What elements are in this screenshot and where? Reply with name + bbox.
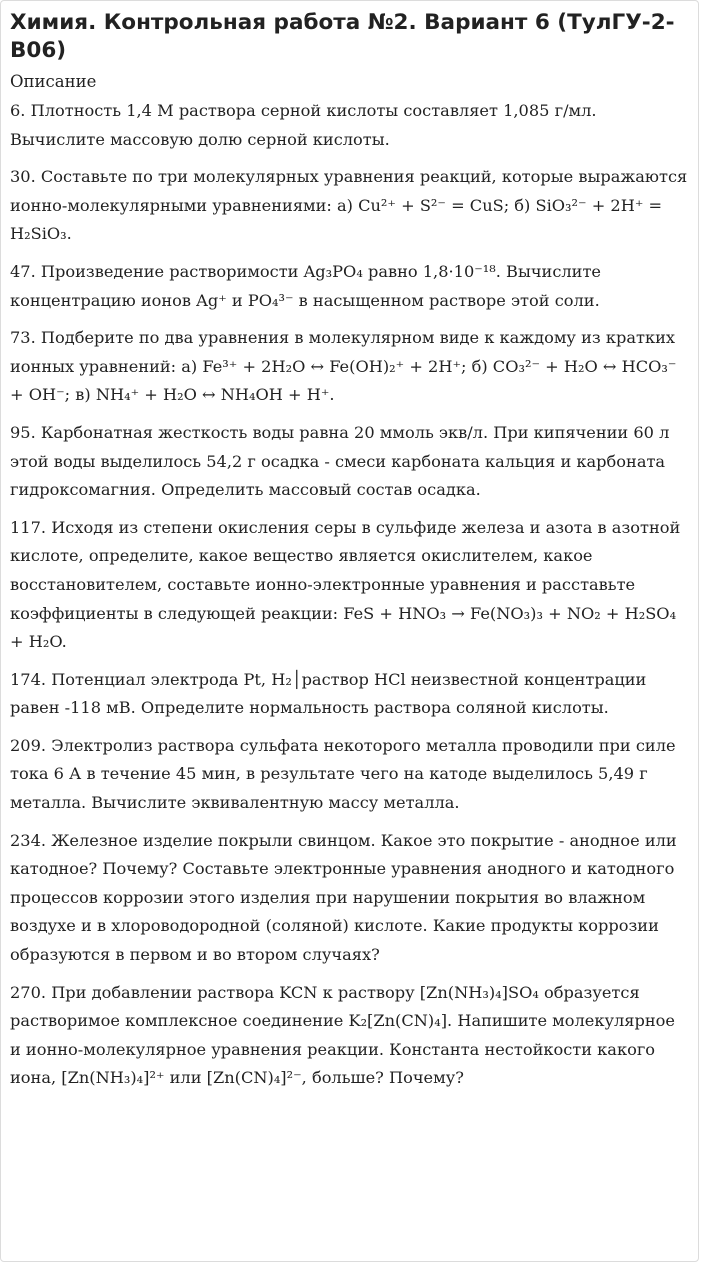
task-list (10, 97, 688, 1093)
task-item-73: 73. Подберите по два уравнения в молекулярном виде к каждому из кратких ионных уравнений: а) Fe³⁺ + 2H₂O ↔ Fe(OH)₂⁺ + 2H⁺; б) CO₃²⁻ + H₂O ↔ HCO₃⁻ + OH⁻; в) NH₄⁺ + H₂O ↔ NH₄OH + H⁺. (10, 328, 677, 405)
task-item-6: 6. Плотность 1,4 М раствора серной кислоты составляет 1,085 г/мл. Вычислите массовую долю серной кислоты. (10, 101, 597, 149)
task-item-270: 270. При добавлении раствора KCN к раствору [Zn(NH₃)₄]SO₄ образуется растворимое комплексное соединение K₂[Zn(CN)₄]. Напишите молекулярное и ионно-молекулярное уравнения реакции. Константа нестойкости какого иона, [Zn(NH₃)₄]²⁺ или [Zn(CN)₄]²⁻, больше? Почему? (10, 982, 675, 1088)
task-item-174: 174. Потенциал электрода Pt, H₂│раствор HCl неизвестной концентрации равен -118 мВ. Определите нормальность раствора соляной кислоты. (10, 669, 647, 718)
task-item-209: 209. Электролиз раствора сульфата некоторого металла проводили при силе тока 6 А в течение 45 мин, в результате чего на катоде выделилось 5,49 г металла. Вычислите эквивалентную массу металла. (10, 735, 676, 813)
task-item-47: 47. Произведение растворимости Ag₃PO₄ равно 1,8·10⁻¹⁸. Вычислите концентрацию ионов Ag⁺ и PO₄³⁻ в насыщенном растворе этой соли. (10, 261, 602, 310)
page-title: Химия. Контрольная работа №2. Вариант 6 (ТулГУ-2-В06) (10, 10, 675, 63)
task-item-234: 234. Железное изделие покрыли свинцом. Какое это покрытие - анодное или катодное? Почему? Составьте электронные уравнения анодного и катодного процессов коррозии этого изделия при нарушении покрытия во влажном воздухе и в хлороводородной (соляной) кислоте. Какие продукты коррозии образуются в первом и во втором случаях? (10, 830, 677, 965)
task-item-30: 30. Составьте по три молекулярных уравнения реакций, которые выражаются ионно-молекулярными уравнениями: а) Cu²⁺ + S²⁻ = CuS; б) SiO₃²⁻ + 2H⁺ = H₂SiO₃. (10, 167, 688, 244)
description-label: Описание (10, 72, 97, 91)
task-item-117: 117. Исходя из степени окисления серы в сульфиде железа и азота в азотной кислоте, определите, какое вещество является окислителем, какое восстановителем, составьте ионно-электронные уравнения и расставьте коэффициенты в следующей реакции: FeS + HNO₃ → Fe(NO₃)₃ + NO₂ + H₂SO₄ + H₂O. (10, 517, 681, 652)
task-item-95: 95. Карбонатная жесткость воды равна 20 ммоль экв/л. При кипячении 60 л этой воды выделилось 54,2 г осадка - смеси карбоната кальция и карбоната гидроксомагния. Определить массовый состав осадка. (10, 422, 670, 500)
